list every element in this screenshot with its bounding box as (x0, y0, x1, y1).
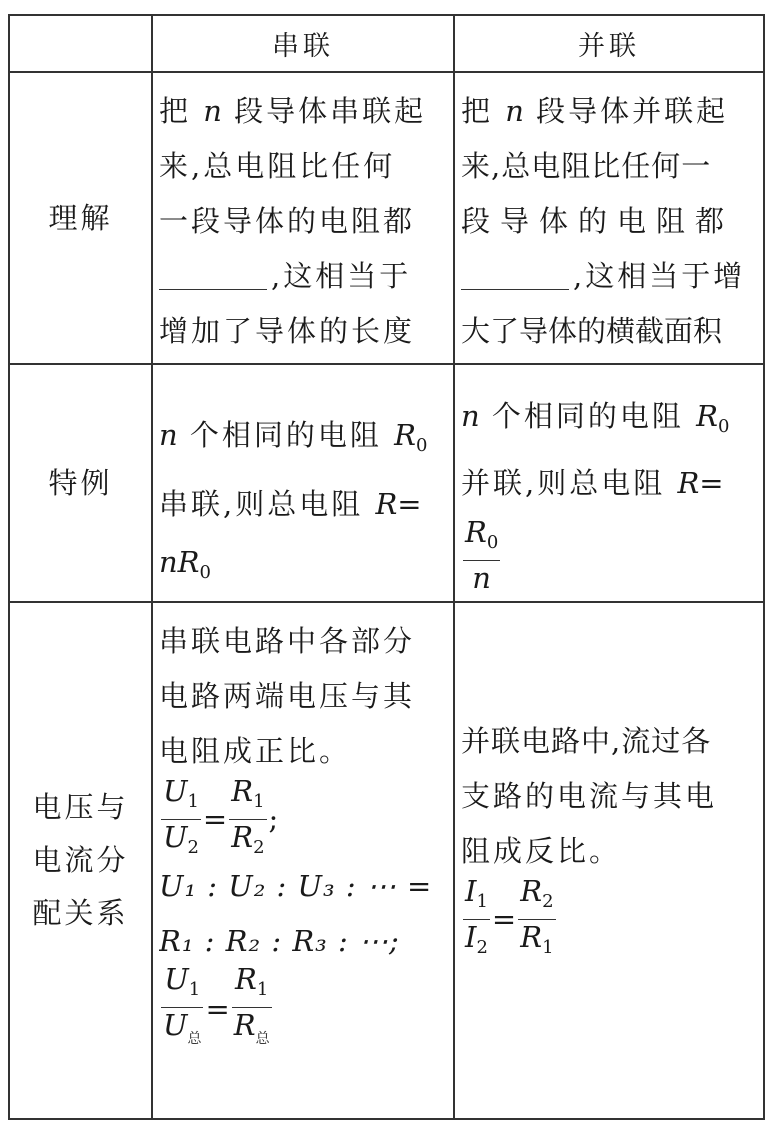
resistance-total-fraction: $\frac{R_1}{R_总}$ (232, 962, 272, 1056)
special-parallel-line-2: 并联,则总电阻 R= (461, 466, 724, 500)
distribution-series-ratio-2: R₁ : R₂ : R₃ : ⋯; (159, 924, 400, 958)
distribution-series-ratio-1: U₁ : U₂ : U₃ : ⋯ = (159, 869, 433, 903)
current-ratio-fraction: $\frac{I_1}{I_2}$ (463, 874, 490, 965)
voltage-ratio-fraction: $\frac{U_1}{U_2}$ (161, 774, 201, 865)
answer-blank (159, 257, 267, 290)
comparison-table (8, 14, 765, 1120)
understand-series-cell (159, 84, 451, 360)
header-series-label: 串联 (272, 31, 334, 62)
distribution-series-line-1: 串联电路中各部分 (159, 624, 416, 658)
understand-parallel-line-1: 把 n 段导体并联起 (461, 94, 729, 128)
row-label-distribution-line-3: 配关系 (32, 896, 129, 930)
special-series-line-3: $nR_0$ (159, 545, 214, 583)
table-border-bottom (8, 1118, 765, 1120)
row-label-distribution-line-2: 电流分 (32, 843, 129, 877)
row-label-understand (10, 73, 151, 363)
special-series-cell (159, 406, 451, 596)
distribution-parallel-cell (461, 714, 763, 1014)
understand-series-line-4: ,这相当于 (159, 249, 451, 304)
special-series-line-2: 串联,则总电阻 R= (159, 487, 422, 521)
distribution-series-line-3: 电阻成正比。 (159, 734, 352, 768)
distribution-series-cell (159, 614, 451, 1114)
row-label-special-text: 特例 (48, 465, 113, 500)
resistance-ratio-fraction: $\frac{R_1}{R_2}$ (229, 774, 266, 865)
distribution-parallel-formula: $\frac{I_1}{I_2}$ = $\frac{R_2}{R_1}$ (461, 879, 763, 959)
col-divider-2 (453, 14, 455, 1120)
understand-parallel-line-4: ,这相当于增 (461, 249, 763, 304)
distribution-series-line-2: 电路两端电压与其 (159, 679, 416, 713)
special-parallel-fraction-line (461, 511, 763, 595)
header-parallel (455, 16, 763, 71)
special-parallel-cell (461, 388, 763, 598)
understand-parallel-cell (461, 84, 763, 360)
distribution-parallel-line-2: 支路的电流与其电 (461, 779, 718, 813)
voltage-total-fraction: $\frac{U_1}{U_总}$ (161, 962, 203, 1056)
answer-blank (461, 257, 569, 290)
header-parallel-label: 并联 (578, 31, 640, 62)
distribution-parallel-line-3: 阻成反比。 (461, 834, 622, 868)
distribution-series-formula-1: $\frac{U_1}{U_2}$ = $\frac{R_1}{R_2}$ ; (159, 779, 451, 859)
header-series (153, 16, 453, 71)
understand-parallel-line-2: 来,总电阻比任何一 (461, 149, 712, 183)
distribution-parallel-line-1: 并联电路中,流过各 (461, 724, 712, 758)
table-border-right (763, 14, 765, 1120)
distribution-series-formula-2: $\frac{U_1}{U_总}$ = $\frac{R_1}{R_总}$ (159, 969, 451, 1049)
special-series-line-1: n 个相同的电阻 $R_0$ (159, 418, 431, 456)
understand-parallel-line-5: 大了导体的横截面积 (461, 314, 723, 348)
col-divider-1 (151, 14, 153, 1120)
understand-series-line-5: 增加了导体的长度 (159, 314, 416, 348)
understand-series-line-3: 一段导体的电阻都 (159, 204, 416, 238)
understand-parallel-line-3: 段导体的电阻都 (461, 204, 735, 238)
row-label-special (10, 365, 151, 601)
row-label-distribution-line-1: 电压与 (32, 790, 129, 824)
row-label-understand-text: 理解 (48, 200, 113, 235)
special-parallel-line-1: n 个相同的电阻 $R_0$ (461, 399, 733, 437)
row-label-distribution (10, 603, 151, 1118)
special-parallel-fraction: $\frac{R_0}{n}$ (465, 515, 499, 595)
understand-series-line-2: 来,总电阻比任何 (159, 149, 396, 183)
understand-series-line-1: 把 n 段导体串联起 (159, 94, 427, 128)
resistance-inverse-fraction: $\frac{R_2}{R_1}$ (518, 874, 555, 965)
